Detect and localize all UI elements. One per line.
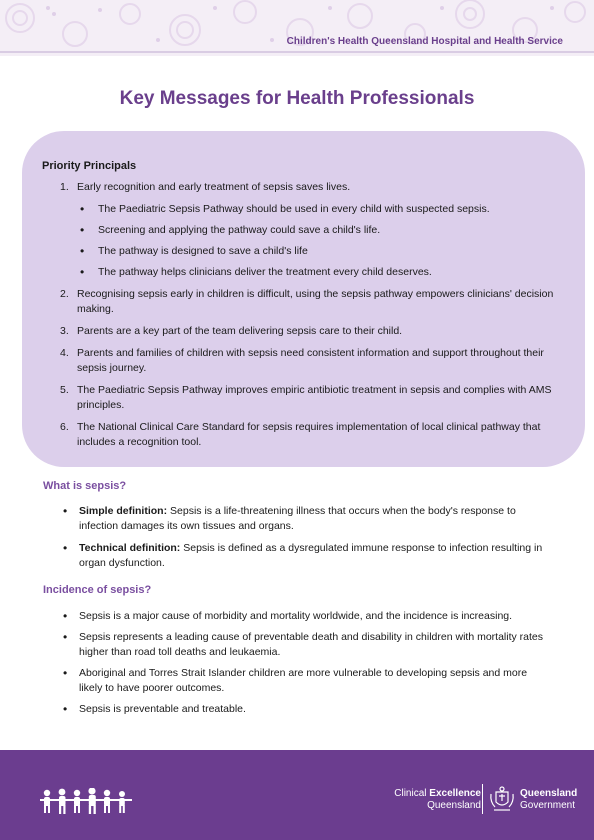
queensland-government-logo: Queensland Government — [520, 788, 578, 811]
definition-item: • Simple definition: Sepsis is a life-threatening illness that occurs when the body's response to infection damages its own tissues and organs. — [63, 504, 553, 534]
priority-heading: Priority Principals — [42, 160, 137, 172]
priority-item: 5. The Paediatric Sepsis Pathway improves empiric antibiotic treatment in sepsis and complies with AMS principles. — [60, 384, 552, 411]
incidence-item: • Sepsis is preventable and treatable. — [63, 702, 553, 717]
priority-sublist — [80, 202, 560, 280]
logo-divider — [482, 784, 483, 814]
incidence-item: • Aboriginal and Torres Strait Islander children are more vulnerable to developing sepsis and more likely to have poorer outcomes. — [63, 666, 553, 696]
priority-subitem: • Screening and applying the pathway could save a child's life. — [80, 223, 560, 238]
priority-subitem: • The pathway helps clinicians deliver the treatment every child deserves. — [80, 265, 560, 280]
priority-item: 6. The National Clinical Care Standard for sepsis requires implementation of local clinical pathway that includes a recognition tool. — [60, 421, 541, 448]
incidence-item: • Sepsis is a major cause of morbidity and mortality worldwide, and the incidence is increasing. — [63, 609, 553, 624]
priority-subitem: • The pathway is designed to save a child's life — [80, 244, 560, 259]
footer-bar — [0, 750, 594, 840]
header-banner — [0, 0, 594, 56]
priority-list — [60, 180, 560, 450]
organisation-name: Children's Health Queensland Hospital and Health Service — [286, 36, 563, 47]
incidence-heading: Incidence of sepsis? — [43, 584, 152, 596]
what-is-sepsis-heading: What is sepsis? — [43, 480, 127, 492]
header-divider — [0, 51, 594, 53]
priority-subitem: • The Paediatric Sepsis Pathway should be used in every child with suspected sepsis. — [80, 202, 560, 217]
definition-item: • Technical definition: Sepsis is defined as a dysregulated immune response to infection resulting in organ dysfunction. — [63, 541, 553, 571]
queensland-crest-icon — [488, 786, 516, 814]
incidence-list — [63, 609, 553, 717]
children-chain-icon — [40, 788, 136, 814]
priority-item: 3. Parents are a key part of the team delivering sepsis care to their child. — [60, 325, 403, 337]
clinical-excellence-logo: Clinical Excellence Queensland — [394, 788, 481, 811]
priority-item: 4. Parents and families of children with sepsis need consistent information and support throughout their sepsis journey. — [60, 347, 544, 374]
definition-list — [63, 504, 553, 571]
page-title: Key Messages for Health Professionals — [119, 88, 475, 109]
priority-item: 2. Recognising sepsis early in children is difficult, using the sepsis pathway empowers clinicians' decision making. — [60, 288, 554, 315]
priority-item: 1. Early recognition and early treatment of sepsis saves lives. • The Paediatric Sepsis Pathway should be used in every child with suspected sepsis. • Screening and applying the pathway could save a child's life. • The pathway is designed to save a child's life • The pathway helps clinicians deliver the treatment every child deserves. — [60, 180, 560, 280]
incidence-item: • Sepsis represents a leading cause of preventable death and disability in children with mortality rates higher than road toll deaths and leukaemia. — [63, 630, 553, 660]
